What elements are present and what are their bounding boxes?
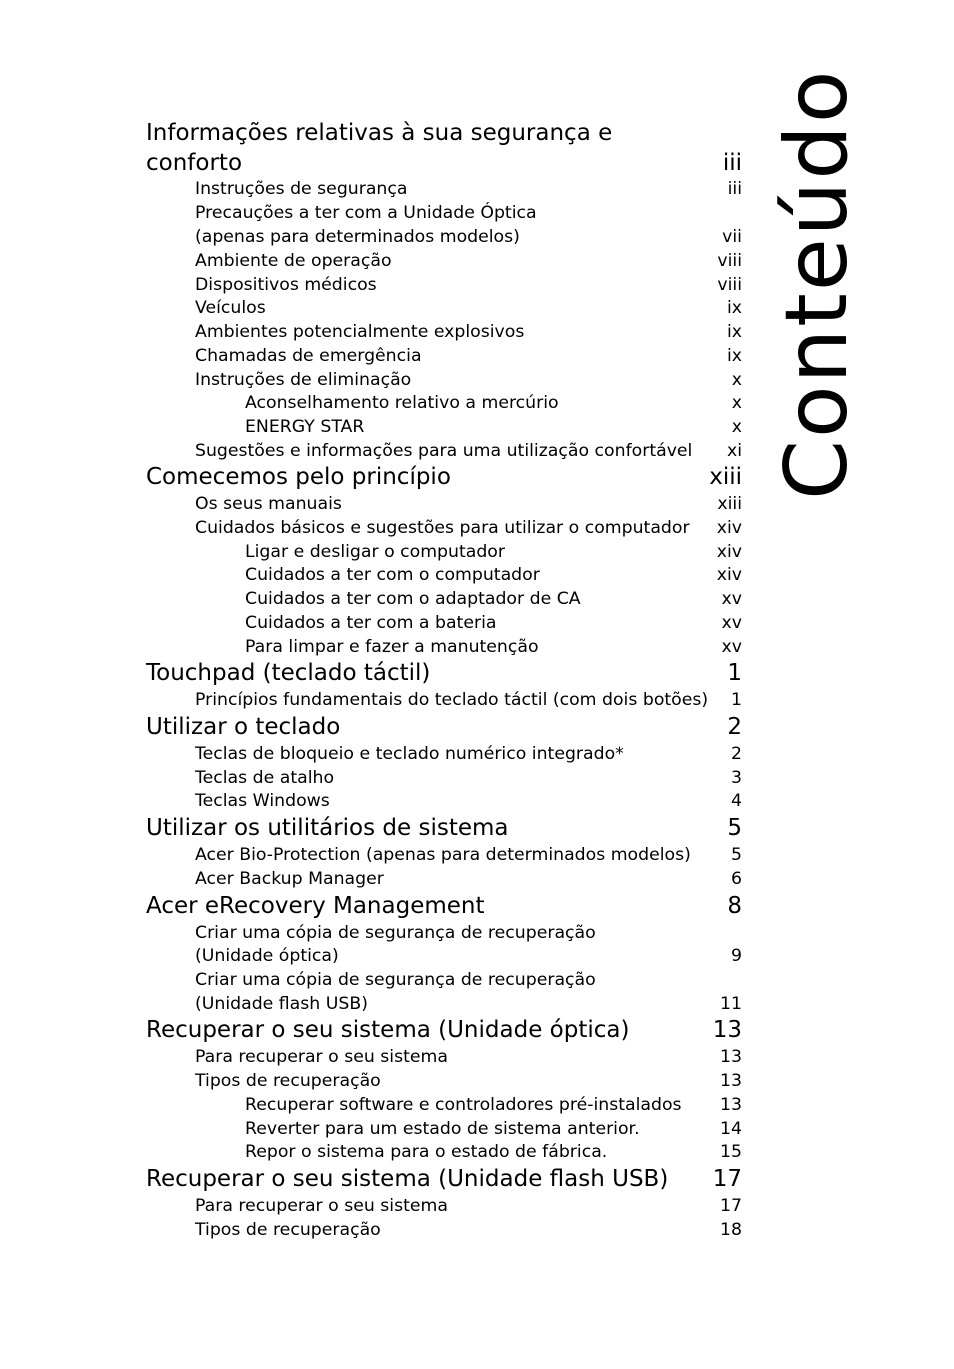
toc-entry-page: 4 — [731, 791, 742, 811]
toc-subsection[interactable] — [0, 611, 954, 635]
toc-entry-title: Para limpar e fazer a manutenção — [245, 637, 539, 657]
toc-entry-page: 13 — [720, 1047, 742, 1067]
toc-entry-title: Informações relativas à sua segurança e — [146, 120, 613, 146]
toc-entry-title: Acer eRecovery Management — [146, 893, 485, 919]
toc-entry-title: Recuperar o seu sistema (Unidade óptica) — [146, 1017, 630, 1043]
toc-entry-page: xi — [726, 441, 742, 461]
toc-entry-page: 13 — [712, 1017, 742, 1043]
toc-entry-title: Teclas Windows — [195, 791, 330, 811]
toc-entry-page: 15 — [720, 1142, 742, 1162]
toc-entry-title: Precauções a ter com a Unidade Óptica — [195, 203, 537, 223]
toc-subsection[interactable] — [0, 635, 954, 659]
toc-entry-title: Cuidados a ter com o computador — [245, 565, 540, 585]
toc-subsection[interactable] — [0, 540, 954, 564]
toc-entry-title: Tipos de recuperação — [195, 1071, 381, 1091]
toc-entry-title: Recuperar o seu sistema (Unidade flash USB) — [146, 1166, 669, 1192]
toc-entry-title: Ligar e desligar o computador — [245, 542, 505, 562]
toc-entry-title: Veículos — [195, 298, 266, 318]
toc-entry-page: ix — [726, 346, 742, 366]
toc-entry-page: xv — [721, 613, 742, 633]
toc-subsection[interactable] — [0, 1093, 954, 1117]
toc-entry-title: Acer Bio-Protection (apenas para determinados modelos) — [195, 845, 691, 865]
toc-entry-page: x — [731, 393, 742, 413]
toc-entry-title: Teclas de bloqueio e teclado numérico integrado* — [195, 744, 624, 764]
toc-entry-page: xiv — [716, 565, 742, 585]
toc-entry-title: Sugestões e informações para uma utilização confortável — [195, 441, 693, 461]
toc-entry-title: Ambientes potencialmente explosivos — [195, 322, 525, 342]
toc-entry-page: ix — [726, 322, 742, 342]
toc-entry-title: Criar uma cópia de segurança de recuperação — [195, 970, 596, 990]
toc-entry-title: (Unidade óptica) — [195, 946, 339, 966]
toc-section[interactable] — [0, 992, 954, 1016]
side-title-text: Conteúdo — [767, 68, 867, 500]
toc-section[interactable] — [0, 688, 954, 712]
toc-entry-page: xiv — [716, 542, 742, 562]
toc-entry-page: x — [731, 417, 742, 437]
toc-entry-page: 5 — [731, 845, 742, 865]
toc-section[interactable] — [0, 516, 954, 540]
toc-entry-page: 13 — [720, 1095, 742, 1115]
toc-entry-title: ENERGY STAR — [245, 417, 365, 437]
toc-entry-page: 9 — [731, 946, 742, 966]
toc-section[interactable] — [0, 968, 954, 992]
toc-section[interactable] — [0, 1218, 954, 1242]
toc-section[interactable] — [0, 921, 954, 945]
toc-entry-page: 5 — [727, 815, 742, 841]
toc-subsection[interactable] — [0, 1140, 954, 1164]
toc-entry-page: 17 — [712, 1166, 742, 1192]
toc-entry-title: Chamadas de emergência — [195, 346, 422, 366]
toc-entry-page: 6 — [731, 869, 742, 889]
toc-entry-title: (Unidade flash USB) — [195, 994, 368, 1014]
toc-entry-title: Dispositivos médicos — [195, 275, 377, 295]
toc-entry-title: Instruções de segurança — [195, 179, 408, 199]
toc-entry-page: xiii — [709, 464, 742, 490]
toc-chapter[interactable] — [0, 813, 954, 843]
toc-chapter[interactable] — [0, 712, 954, 742]
toc-entry-title: Ambiente de operação — [195, 251, 392, 271]
toc-section[interactable] — [0, 789, 954, 813]
toc-entry-title: Comecemos pelo princípio — [146, 464, 451, 490]
toc-entry-title: Reverter para um estado de sistema anterior. — [245, 1119, 640, 1139]
toc-entry-page: xiii — [717, 494, 742, 514]
toc-entry-page: ix — [726, 298, 742, 318]
toc-entry-title: Cuidados a ter com a bateria — [245, 613, 497, 633]
toc-entry-page: 18 — [720, 1220, 742, 1240]
toc-entry-page: iii — [722, 150, 742, 176]
toc-entry-page: 14 — [720, 1119, 742, 1139]
toc-subsection[interactable] — [0, 587, 954, 611]
toc-entry-title: Criar uma cópia de segurança de recuperação — [195, 923, 596, 943]
toc-subsection[interactable] — [0, 563, 954, 587]
toc-entry-title: Princípios fundamentais do teclado táctil (com dois botões) — [195, 690, 709, 710]
toc-entry-page: viii — [717, 275, 742, 295]
toc-entry-page: xv — [721, 589, 742, 609]
toc-section[interactable] — [0, 944, 954, 968]
toc-section[interactable] — [0, 766, 954, 790]
toc-entry-page: 8 — [727, 893, 742, 919]
toc-chapter[interactable] — [0, 891, 954, 921]
toc-entry-page: xiv — [716, 518, 742, 538]
toc-entry-title: Cuidados básicos e sugestões para utilizar o computador — [195, 518, 690, 538]
toc-entry-page: 3 — [731, 768, 742, 788]
toc-entry-title: Instruções de eliminação — [195, 370, 412, 390]
toc-entry-page: viii — [717, 251, 742, 271]
toc-entry-page: 1 — [727, 660, 742, 686]
toc-entry-title: conforto — [146, 150, 243, 176]
toc-chapter[interactable] — [0, 1164, 954, 1194]
toc-entry-title: Tipos de recuperação — [195, 1220, 381, 1240]
side-title — [767, 68, 867, 500]
toc-section[interactable] — [0, 1194, 954, 1218]
toc-section[interactable] — [0, 742, 954, 766]
toc-entry-page: 13 — [720, 1071, 742, 1091]
toc-entry-page: xv — [721, 637, 742, 657]
toc-entry-title: Os seus manuais — [195, 494, 342, 514]
toc-entry-title: Para recuperar o seu sistema — [195, 1047, 448, 1067]
toc-section[interactable] — [0, 1069, 954, 1093]
toc-entry-title: Para recuperar o seu sistema — [195, 1196, 448, 1216]
toc-entry-page: 1 — [731, 690, 742, 710]
toc-entry-page: x — [731, 370, 742, 390]
toc-entry-title: Utilizar os utilitários de sistema — [146, 815, 509, 841]
toc-entry-title: (apenas para determinados modelos) — [195, 227, 520, 247]
toc-entry-title: Teclas de atalho — [195, 768, 335, 788]
toc-entry-page: 17 — [720, 1196, 742, 1216]
toc-entry-page: 2 — [731, 744, 742, 764]
toc-section[interactable] — [0, 1045, 954, 1069]
toc-entry-title: Recuperar software e controladores pré-instalados — [245, 1095, 682, 1115]
toc-entry-title: Repor o sistema para o estado de fábrica. — [245, 1142, 608, 1162]
toc-subsection[interactable] — [0, 1117, 954, 1141]
toc-entry-title: Aconselhamento relativo a mercúrio — [245, 393, 559, 413]
toc-entry-title: Touchpad (teclado táctil) — [146, 660, 431, 686]
toc-section[interactable] — [0, 867, 954, 891]
toc-chapter[interactable] — [0, 658, 954, 688]
toc-entry-page: vii — [722, 227, 742, 247]
toc-entry-title: Utilizar o teclado — [146, 714, 341, 740]
toc-entry-page: iii — [727, 179, 742, 199]
toc-entry-page: 11 — [720, 994, 742, 1014]
toc-entry-title: Acer Backup Manager — [195, 869, 384, 889]
toc-entry-page: 2 — [727, 714, 742, 740]
toc-section[interactable] — [0, 843, 954, 867]
toc-chapter[interactable] — [0, 1015, 954, 1045]
toc-entry-title: Cuidados a ter com o adaptador de CA — [245, 589, 581, 609]
